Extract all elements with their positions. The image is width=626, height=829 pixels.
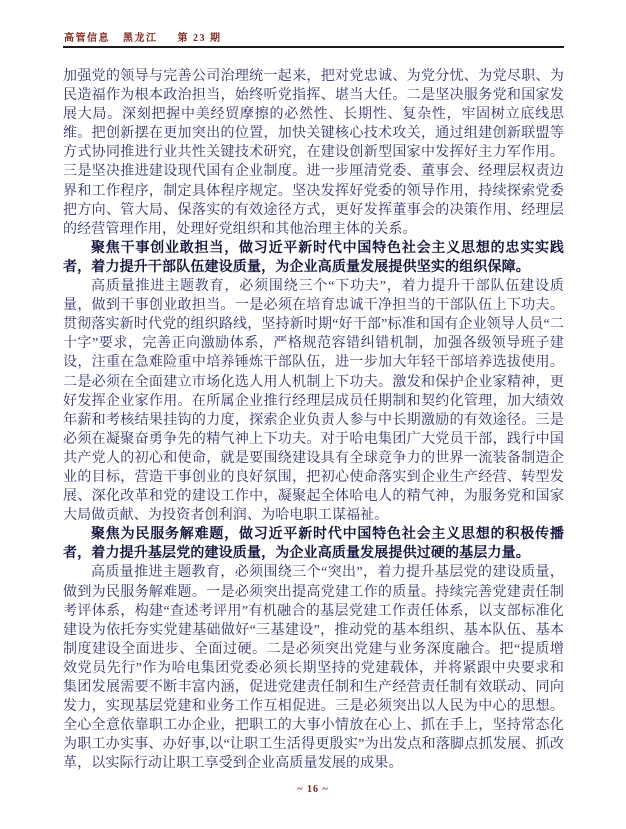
page-number: ~ 16 ~ [297, 784, 329, 795]
page-header [64, 29, 564, 44]
section-heading: 聚焦为民服务解难题，做习近平新时代中国特色社会主义思想的积极传播者，着力提升基层党的建设质量，为企业高质量发展提供过硬的基层力量。 [63, 527, 564, 562]
issue-number: 第 23 期 [177, 33, 222, 44]
page-footer [0, 784, 626, 795]
body-paragraph: 高质量推进主题教育，必须围绕三个“下功夫”，着力提升干部队伍建设质量，做到干事创业敢担当。一是必须在培育忠诚干净担当的干部队伍上下功夫。贯彻落实新时代党的组织路线，坚持新时期“好干部”标准和国有企业领导人员“二十字”要求，完善正向激励体系，严格规范容错纠错机制，加强各级领导班子建设，注重在急难险重中培养锤炼干部队伍，进一步加大年轻干部培养选拔使用。二是必须在全面建立市场化选人用人机制上下功夫。激发和保护企业家精神，更好发挥企业家作用。在所属企业推行经理层成员任期制和契约化管理，加大绩效年薪和考核结果挂钩的力度，探索企业负责人参与中长期激励的有效途径。三是必须在凝聚奋勇争先的精气神上下功夫。对于哈电集团广大党员干部，践行中国共产党人的初心和使命，就是要围绕建设具有全球竞争力的世界一流装备制造企业的目标，营造干事创业的良好氛围，把初心使命落实到企业生产经营、转型发展、深化改革和党的建设工作中，凝聚起全体哈电人的精气神，为服务党和国家大局做贡献、为投资者创利润、为哈电职工谋福祉。 [63, 279, 564, 524]
section-heading: 聚焦干事创业敢担当，做习近平新时代中国特色社会主义思想的忠实实践者，着力提升干部队伍建设质量，为企业高质量发展提供坚实的组织保障。 [63, 240, 564, 275]
journal-title: 高管信息 [64, 33, 110, 44]
body-paragraph: 高质量推进主题教育，必须围绕三个“突出”，着力提升基层党的建设质量，做到为民服务解难题。一是必须突出提高党建工作的质量。持续完善党建责任制考评体系，构建“查述考评用”有机融合的基层党建工作责任体系，以支部标准化建设为依托夯实党建基础做好“三基建设”，推动党的基本组织、基本队伍、基本制度建设全面进步、全面过硬。二是必须突出党建与业务深度融合。把“提质增效党员先行”作为哈电集团党委必须长期坚持的党建载体，并将紧跟中央要求和集团发展需要不断丰富内涵，促进党建责任制和生产经营责任制有效联动、同向发力，实现基层党建和业务工作互相促进。三是必须突出以人民为中心的思想。全心全意依靠职工办企业，把职工的大事小情放在心上、抓在手上，坚持常态化为职工办实事、办好事,以“让职工生活得更殷实”为出发点和落脚点抓发展、抓改革，以实际行动让职工享受到企业高质量发展的成果。 [63, 565, 564, 772]
header-rule [63, 46, 564, 48]
region-label: 黑龙江 [123, 33, 158, 44]
document-body [63, 67, 564, 773]
body-paragraph: 加强党的领导与完善公司治理统一起来，把对党忠诚、为党分忧、为党尽职、为民造福作为根本政治担当，始终听党指挥、堪当大任。二是坚决服务党和国家发展大局。深刻把握中美经贸摩擦的必然性、长期性、复杂性，牢固树立底线思维。把创新摆在更加突出的位置，加快关键核心技术攻关，通过组建创新联盟等方式协同推进行业共性关键技术研究，在建设创新型国家中发挥好主力军作用。三是坚决推进建设现代国有企业制度。进一步厘清党委、董事会、经理层权责边界和工作程序，制定具体程序规定。坚决发挥好党委的领导作用，持续探索党委把方向、管大局、保落实的有效途径方式，更好发挥董事会的决策作用、经理层的经营管理作用，处理好党组织和其他治理主体的关系。 [63, 69, 564, 237]
